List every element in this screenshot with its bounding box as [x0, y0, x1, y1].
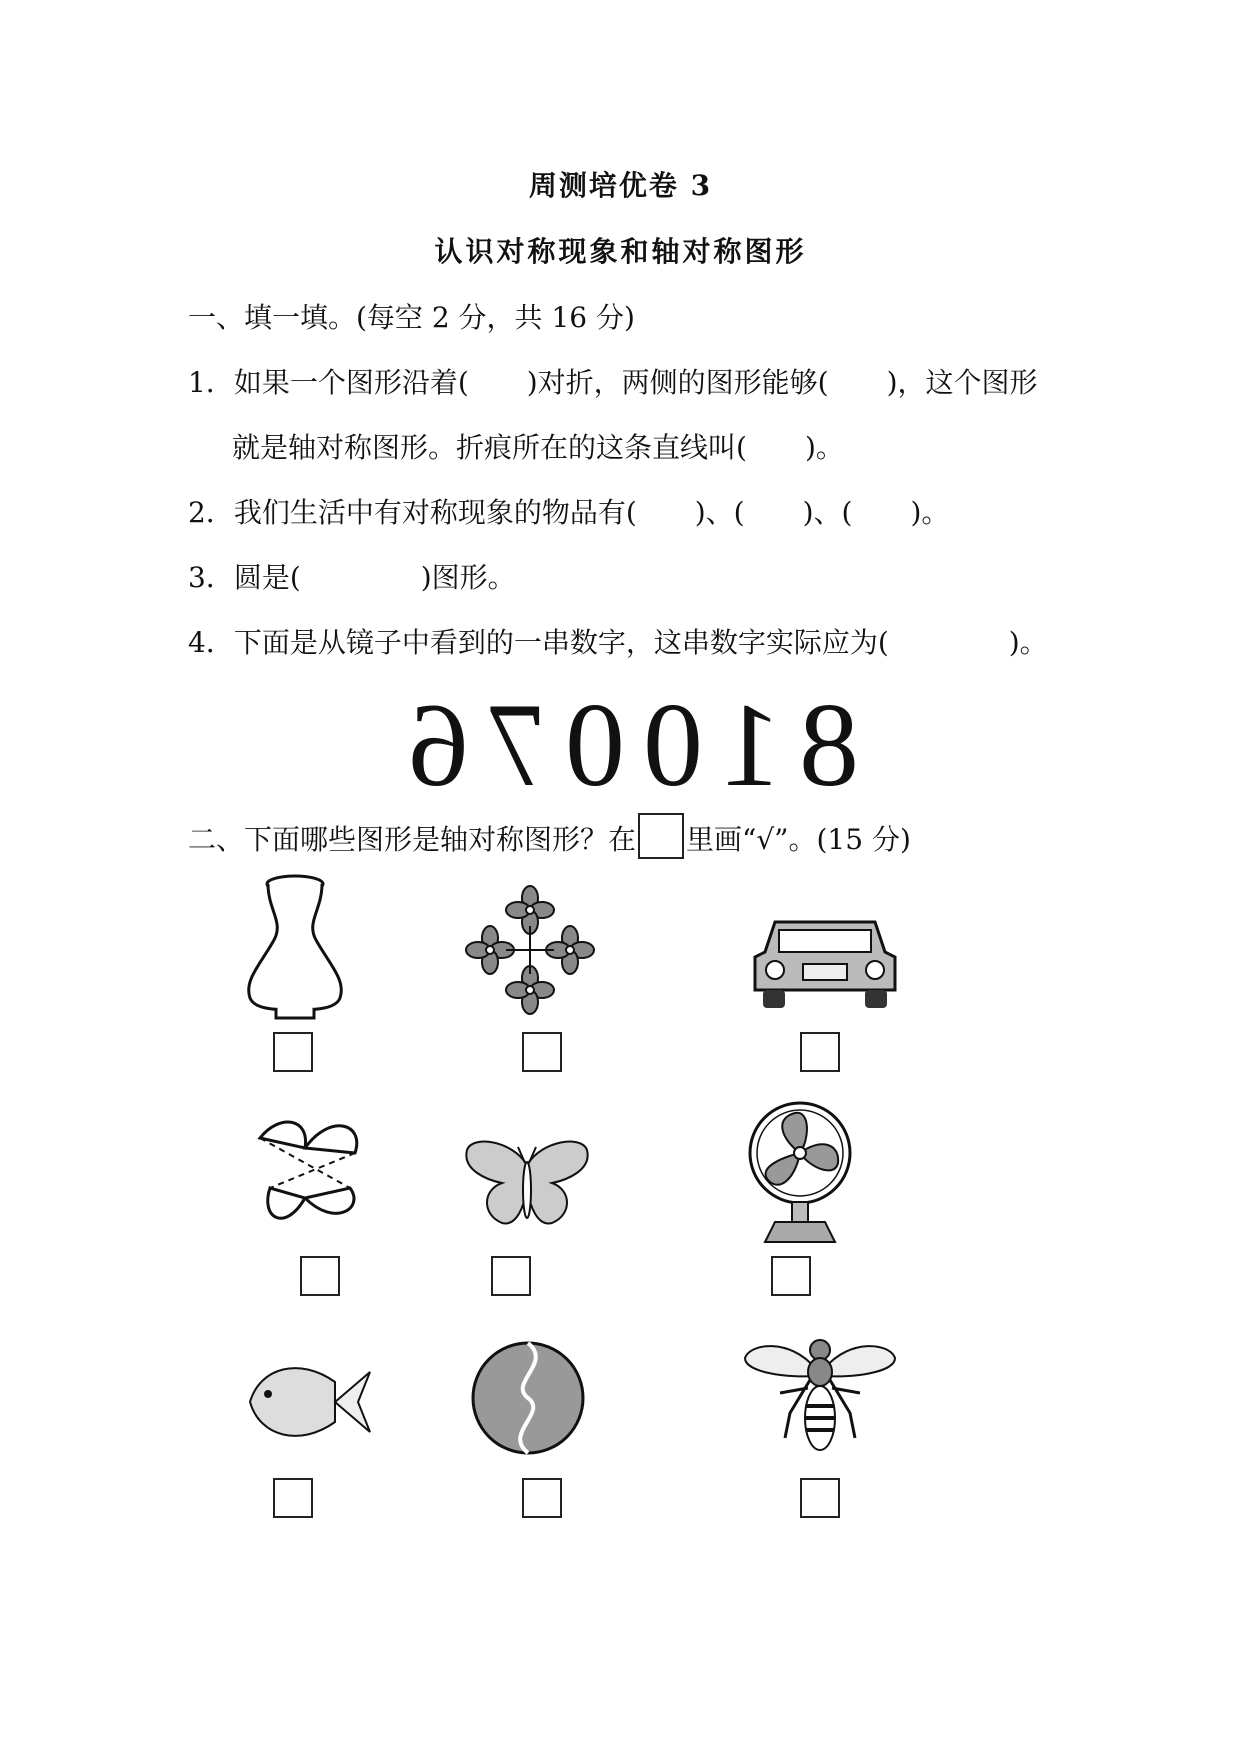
section2-heading-a: 二、下面哪些图形是轴对称图形？在	[188, 823, 637, 856]
q2-text-d: )。	[910, 496, 950, 529]
bee-icon	[740, 1328, 900, 1458]
answer-checkbox-vase[interactable]	[273, 1032, 313, 1072]
butterfly-icon	[462, 1135, 592, 1235]
page-title: 周测培优卷 3	[528, 169, 713, 202]
answer-checkbox-bee[interactable]	[800, 1478, 840, 1518]
answer-checkbox-ball[interactable]	[522, 1478, 562, 1518]
q1-text-a: 1．如果一个图形沿着(	[188, 366, 469, 399]
answer-checkbox-fish[interactable]	[273, 1478, 313, 1518]
q3-text-a: 3．圆是(	[188, 561, 301, 594]
answer-checkbox-car[interactable]	[800, 1032, 840, 1072]
inline-checkbox-sample	[638, 813, 684, 859]
question-2	[188, 491, 949, 531]
q1-text-c: )，这个图形	[886, 366, 1038, 399]
question-4	[188, 621, 1048, 661]
question-1-line-2	[232, 426, 844, 466]
page-subtitle: 认识对称现象和轴对称图形	[434, 235, 807, 268]
section1-heading: 一、填一填。(每空 2 分，共 16 分)	[188, 301, 635, 334]
q2-text-c: )、(	[802, 496, 853, 529]
answer-checkbox-fan[interactable]	[771, 1256, 811, 1296]
pinwheel-icon	[240, 1108, 370, 1238]
yin-yang-ball-icon	[468, 1338, 588, 1458]
mirror-number-display	[375, 678, 875, 811]
flower-pattern-icon	[460, 880, 600, 1020]
q2-text-a: 2．我们生活中有对称现象的物品有(	[188, 496, 637, 529]
question-3	[188, 556, 516, 596]
q1-text-e: )。	[804, 431, 844, 464]
section2-heading	[188, 813, 911, 859]
question-1-line-1	[188, 361, 1038, 401]
answer-checkbox-pinwheel[interactable]	[300, 1256, 340, 1296]
fish-icon	[240, 1352, 380, 1452]
q1-text-b: )对折，两侧的图形能够(	[526, 366, 829, 399]
q4-text-a: 4．下面是从镜子中看到的一串数字，这串数字实际应为(	[188, 626, 889, 659]
vase-icon	[240, 870, 350, 1020]
q2-text-b: )、(	[694, 496, 745, 529]
section2-heading-b: 里画“√”。(15 分)	[686, 823, 911, 856]
q3-text-b: )图形。	[420, 561, 516, 594]
q1-text-d: 就是轴对称图形。折痕所在的这条直线叫(	[232, 431, 747, 464]
mirrored-digits: 810076	[391, 678, 859, 811]
answer-checkbox-flower[interactable]	[522, 1032, 562, 1072]
q4-text-b: )。	[1008, 626, 1048, 659]
electric-fan-icon	[740, 1098, 860, 1248]
car-icon	[745, 912, 905, 1012]
answer-checkbox-butterfly[interactable]	[491, 1256, 531, 1296]
